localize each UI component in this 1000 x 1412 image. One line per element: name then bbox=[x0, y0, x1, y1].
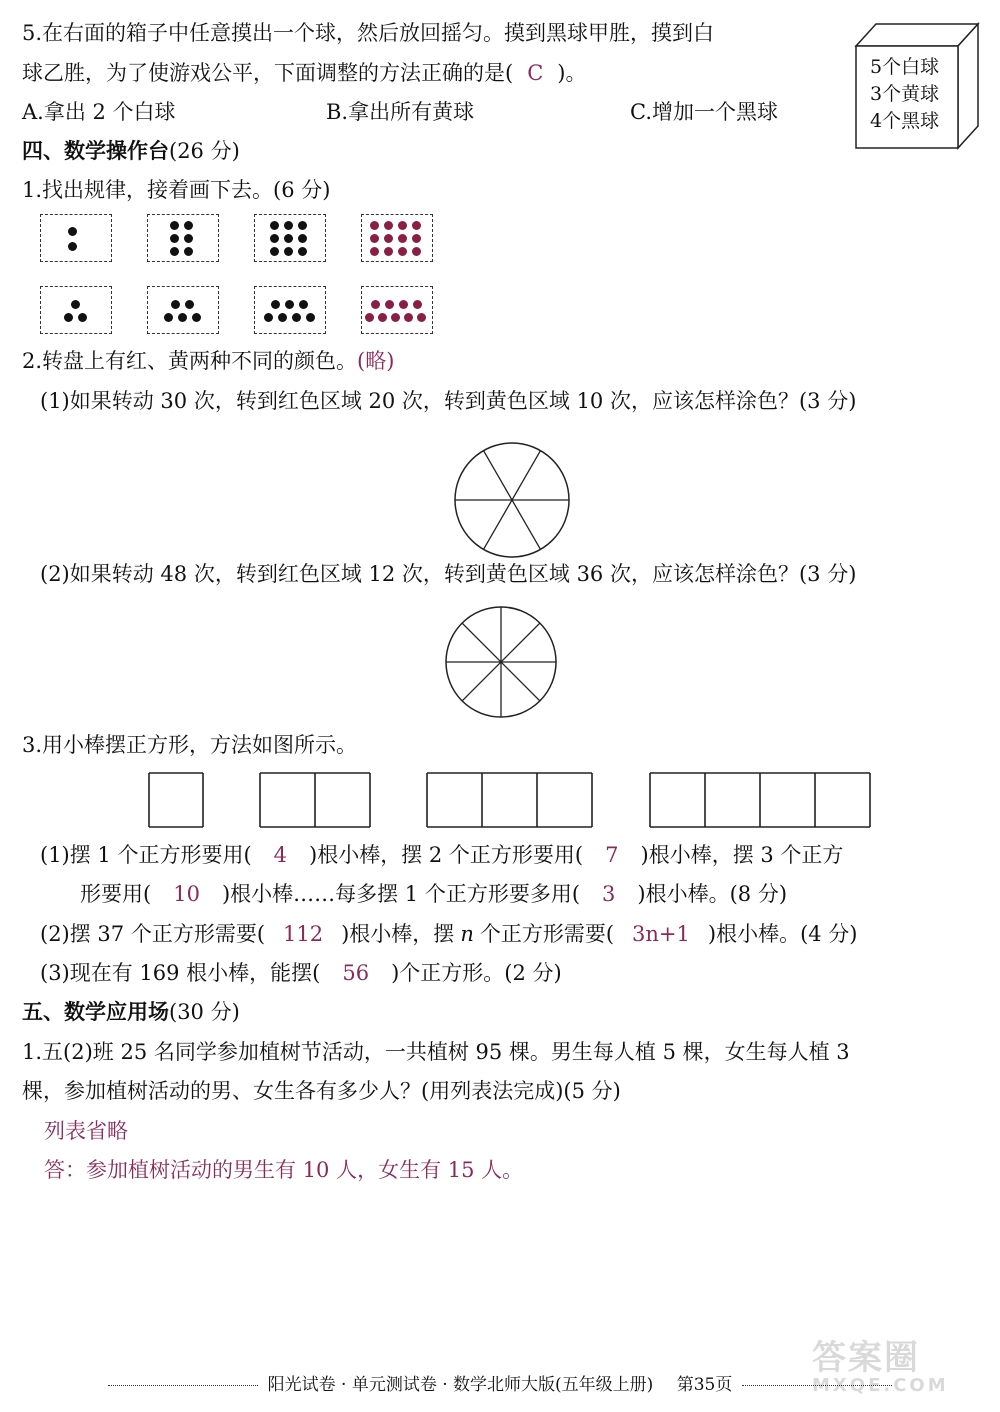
s4-q2-text: 2.转盘上有红、黄两种不同的颜色。(略) bbox=[22, 349, 395, 373]
s4-q3-3-text: (3)现在有 169 根小棒，能摆( 56 )个正方形。(2 分) bbox=[40, 961, 562, 985]
s5-answer-line2: 答：参加植树活动的男生有 10 人，女生有 15 人。 bbox=[44, 1158, 524, 1182]
box-line-yellow: 3个黄球 bbox=[870, 83, 940, 105]
page-footer bbox=[40, 1370, 960, 1395]
pattern-box bbox=[40, 286, 112, 334]
stick-squares-figure bbox=[145, 770, 880, 830]
q5-line1: 5.在右面的箱子中任意摸出一个球，然后放回摇匀。摸到黑球甲胜，摸到白 bbox=[22, 21, 715, 45]
spinner-eight-sectors bbox=[443, 604, 559, 720]
pattern-box-answer bbox=[361, 286, 433, 334]
pattern-box bbox=[147, 214, 219, 262]
s4-q3-1-line2: 形要用( 10 )根小棒……每多摆 1 个正方形要多用( 3 )根小棒。(8 分) bbox=[80, 882, 788, 906]
s5-answer-line1: 列表省略 bbox=[44, 1119, 128, 1143]
pattern-box bbox=[254, 214, 326, 262]
s5-q1-line2: 棵，参加植树活动的男、女生各有多少人？(用列表法完成)(5 分) bbox=[22, 1079, 621, 1103]
box-line-white: 5个白球 bbox=[870, 56, 940, 78]
page-number: 第35页 bbox=[676, 1375, 733, 1395]
s4-q3-1-line1: (1)摆 1 个正方形要用( 4 )根小棒，摆 2 个正方形要用( 7 )根小棒，摆 3 个正方 bbox=[40, 843, 844, 867]
q5-option-c: C.增加一个黑球 bbox=[630, 100, 778, 124]
s4-q3-2-text: (2)摆 37 个正方形需要( 112 )根小棒，摆 n 个正方形需要( 3n+1 )根小棒。(4 分) bbox=[40, 922, 858, 946]
s4-q2-1-text: (1)如果转动 30 次，转到红色区域 20 次，转到黄色区域 10 次，应该怎样涂色？(3 分) bbox=[40, 389, 857, 413]
s5-q1-line1: 1.五(2)班 25 名同学参加植树节活动，一共植树 95 棵。男生每人植 5 棵，女生每人植 3 bbox=[22, 1040, 850, 1064]
section5-heading: 五、数学应用场(30 分) bbox=[22, 1000, 240, 1024]
s4-q3-text: 3.用小棒摆正方形，方法如图所示。 bbox=[22, 733, 358, 757]
pattern-box bbox=[254, 286, 326, 334]
pattern-box bbox=[147, 286, 219, 334]
box-line-black: 4个黑球 bbox=[870, 110, 940, 132]
watermark-logo: 答案圈 MXQE.COM bbox=[812, 1338, 949, 1396]
s4-q2-2-text: (2)如果转动 48 次，转到红色区域 12 次，转到黄色区域 36 次，应该怎样涂色？(3 分) bbox=[40, 562, 857, 586]
s4-q1-text: 1.找出规律，接着画下去。(6 分) bbox=[22, 178, 331, 202]
q5-line2: 球乙胜，为了使游戏公平，下面调整的方法正确的是( C )。 bbox=[22, 61, 587, 85]
q5-answer: C bbox=[527, 61, 544, 85]
footer-text: 阳光试卷 · 单元测试卷 · 数学北师大版(五年级上册) bbox=[267, 1375, 654, 1395]
q5-option-a: A.拿出 2 个白球 bbox=[22, 100, 176, 124]
pattern-box bbox=[40, 214, 112, 262]
spinner-six-sectors bbox=[452, 440, 572, 560]
q5-option-b: B.拿出所有黄球 bbox=[326, 100, 475, 124]
pattern-box-answer bbox=[361, 214, 433, 262]
section4-heading: 四、数学操作台(26 分) bbox=[22, 139, 240, 163]
